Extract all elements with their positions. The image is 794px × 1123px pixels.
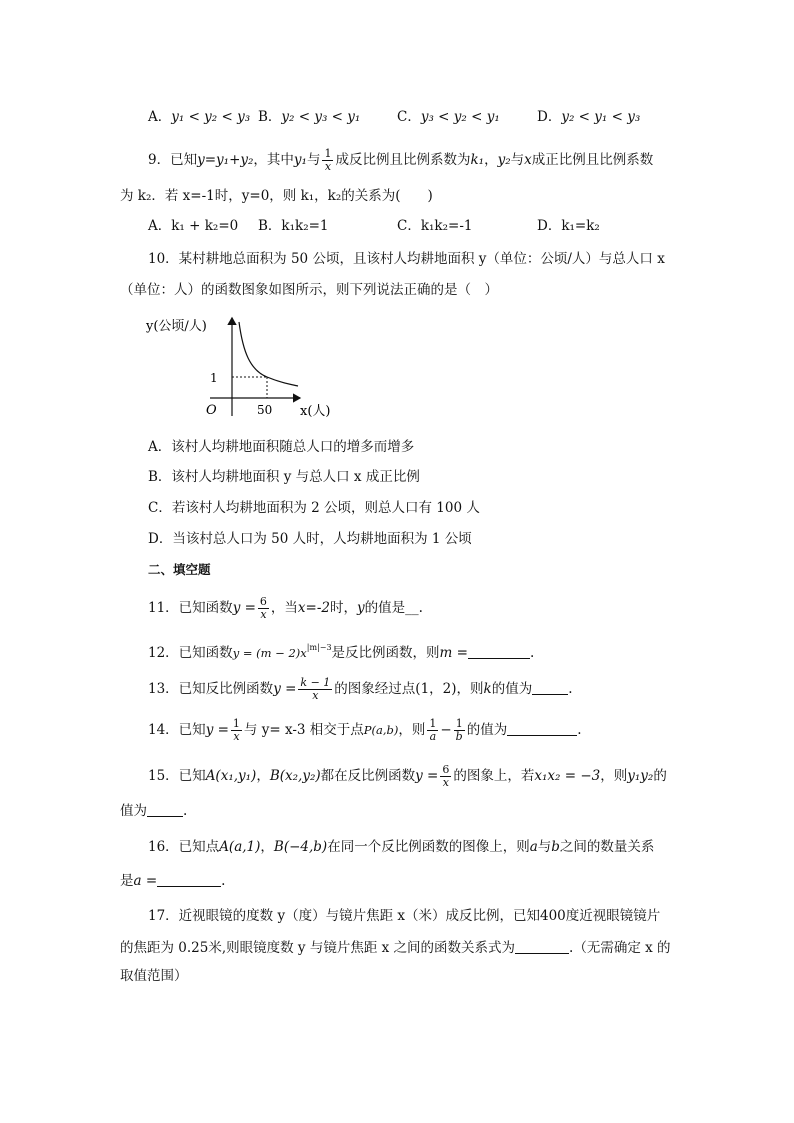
q17-line3: 取值范围） — [120, 968, 188, 984]
q9-text: ，其中 — [253, 152, 294, 168]
q15-text: 15．已知 — [148, 768, 206, 784]
q14-fraction-b — [454, 718, 465, 743]
q9-var: y₁ — [293, 152, 307, 168]
frac-num: 1 — [454, 718, 465, 731]
q14-text: . — [577, 722, 582, 738]
q10-option-d[interactable]: D．当该村总人口为 50 人时，人均耕地面积为 1 公顷 — [148, 531, 472, 547]
q8-option-a[interactable] — [148, 107, 250, 127]
q13-line — [148, 677, 573, 702]
q9-option-a[interactable]: A．k₁ + k₂=0 — [148, 218, 239, 234]
q13-k: k — [483, 681, 492, 697]
q8-option-d[interactable] — [537, 107, 640, 127]
hyperbola-curve — [239, 322, 298, 386]
y-axis-label: y(公顷/人) — [146, 319, 207, 334]
q17-answer-blank[interactable] — [515, 939, 569, 954]
frac-den: x — [312, 689, 319, 702]
q14-y: y = — [205, 722, 229, 738]
q12-text: 12．已知函数 — [148, 645, 233, 661]
q11-text: 时， — [330, 600, 357, 616]
q15-text: 的 — [653, 768, 667, 784]
frac-num: k − 1 — [300, 676, 331, 689]
q11-text: ，当 — [270, 600, 298, 616]
q8-option-b-letter: B． — [258, 109, 282, 125]
q16-text: 16．已知点 — [148, 839, 220, 855]
q11-line — [148, 596, 423, 621]
q15-product: y₁y₂ — [627, 768, 654, 784]
q14-answer-blank[interactable] — [507, 721, 577, 736]
q9-option-d[interactable]: D．k₁=k₂ — [537, 218, 600, 234]
q16-text: ， — [260, 839, 274, 855]
q14-text: 的值为 — [466, 722, 508, 738]
q11-condition: x=-2 — [297, 600, 330, 616]
q16-text: 是 — [120, 873, 134, 889]
q11-text: 11．已知函数 — [148, 600, 233, 616]
frac-num: 6 — [259, 595, 267, 608]
q8-option-c-expr: y₃ < y₂ < y₁ — [420, 109, 500, 125]
q8-option-a-letter: A． — [148, 109, 172, 125]
q16-point-a: A(a,1) — [219, 839, 261, 855]
q10-option-b[interactable]: B．该村人均耕地面积 y 与总人口 x 成正比例 — [148, 469, 420, 485]
q8-option-b-expr: y₂ < y₃ < y₁ — [281, 109, 361, 125]
q8-option-d-letter: D． — [537, 109, 562, 125]
q16-text: 在同一个反比例函数的图像上，则 — [327, 839, 530, 855]
q9-text: 成反比例且比例系数为 — [335, 152, 471, 168]
q12-text: . — [529, 645, 535, 661]
q9-line1 — [148, 148, 653, 173]
q9-var: x — [524, 152, 532, 168]
frac-den: a — [429, 730, 437, 743]
q8-option-a-expr: y₁ < y₂ < y₃ — [171, 109, 251, 125]
q14-minus: − — [440, 722, 452, 738]
q15-text: 都在反比例函数 — [320, 768, 416, 784]
q13-text: . — [568, 681, 573, 697]
q10-line1: 10．某村耕地总面积为 50 公顷，且该村人均耕地面积 y（单位：公顷/人）与总人口 x — [148, 251, 665, 267]
q12-exponent: |m|−3 — [306, 643, 332, 652]
q9-var: k₁ — [470, 152, 485, 168]
q13-text: 的值为 — [491, 681, 533, 697]
q9-var: y₂ — [497, 152, 511, 168]
q15-text: ， — [256, 768, 270, 784]
frac-num: 1 — [324, 147, 332, 160]
q9-text: ， — [484, 152, 498, 168]
q8-option-c-letter: C． — [397, 109, 421, 125]
q13-answer-blank[interactable] — [532, 680, 568, 695]
q15-y: y = — [415, 768, 439, 784]
q9-text: 成正比例且比例系数 — [531, 152, 654, 168]
q9-text: 与 — [306, 152, 321, 168]
q15-fraction — [440, 764, 451, 789]
q14-line — [148, 718, 582, 743]
q16-line2 — [120, 871, 225, 891]
q12-expression: y = (m − 2)x — [232, 646, 307, 660]
q16-text: 与 — [537, 839, 552, 855]
q9-text: 与 — [510, 152, 525, 168]
q14-text: 14．已知 — [148, 722, 206, 738]
y-tick-label: 1 — [210, 371, 218, 385]
frac-den: b — [455, 730, 463, 743]
q14-point: P(a,b) — [363, 723, 399, 737]
q9-equation: y=y₁+y₂ — [197, 152, 254, 168]
frac-num: 1 — [429, 717, 437, 730]
frac-num: 1 — [232, 717, 240, 730]
x-axis-label: x(人) — [300, 404, 331, 419]
q13-fraction — [298, 677, 332, 702]
q10-option-c[interactable]: C．若该村人均耕地面积为 2 公顷，则总人口有 100 人 — [148, 500, 480, 516]
q13-text: 的图象经过点(1，2)，则 — [334, 681, 484, 697]
q15-point-b: B(x₂,y₂) — [269, 768, 321, 784]
q9-option-c[interactable]: C．k₁k₂=-1 — [397, 218, 473, 234]
frac-den: x — [442, 776, 449, 789]
q16-answer-blank[interactable] — [157, 872, 221, 887]
q15-text: ，则 — [600, 768, 628, 784]
q15-line1 — [148, 764, 667, 789]
q10-line2: （单位：人）的函数图象如图所示，则下列说法正确的是（ ） — [120, 282, 498, 298]
q16-equation: a = — [133, 873, 158, 889]
q17-text: .（无需确定 x 的 — [569, 940, 671, 956]
frac-den: x — [260, 608, 267, 621]
frac-den: x — [233, 730, 240, 743]
q11-var: y — [357, 600, 365, 616]
q9-option-b[interactable]: B．k₁k₂=1 — [258, 218, 329, 234]
q14-text: 与 y= x-3 相交于点 — [243, 722, 364, 738]
q12-text: 是反比例函数，则 — [331, 645, 440, 661]
q17-line2 — [120, 938, 671, 958]
q13-text: 13．已知反比例函数 — [148, 681, 274, 697]
q15-point-a: A(x₁,y₁) — [205, 768, 257, 784]
q16-line1 — [148, 837, 654, 857]
q15-text: 的图象上，若 — [453, 768, 535, 784]
q15-text: 值为 — [120, 803, 147, 819]
q8-option-d-expr: y₂ < y₁ < y₃ — [561, 109, 641, 125]
q8-option-c[interactable] — [397, 107, 500, 127]
q16-var-b: b — [551, 839, 560, 855]
q10-function-graph — [140, 312, 345, 422]
q12-m: m = — [439, 645, 468, 661]
q9-text: 9．已知 — [148, 152, 198, 168]
q15-answer-blank[interactable] — [147, 802, 183, 817]
q16-var-a: a — [529, 839, 538, 855]
frac-num: 6 — [442, 763, 450, 776]
q15-text: . — [183, 803, 188, 819]
frac-den: x — [324, 160, 332, 173]
q16-text: 之间的数量关系 — [559, 839, 655, 855]
q11-y: y = — [232, 600, 256, 616]
q15-condition: x₁x₂ = −3 — [534, 768, 601, 784]
q14-text: ，则 — [398, 722, 426, 738]
q17-line1: 17．近视眼镜的度数 y（度）与镜片焦距 x（米）成反比例，已知400度近视眼镜镜片 — [148, 908, 661, 924]
q11-text: 的值是__. — [364, 600, 423, 616]
q10-option-a[interactable]: A．该村人均耕地面积随总人口的增多而增多 — [148, 439, 415, 455]
x-tick-label: 50 — [257, 403, 273, 417]
q16-text: . — [221, 873, 226, 889]
q9-line2: 为 k₂．若 x=-1时，y=0，则 k₁，k₂的关系为( ) — [120, 188, 433, 204]
q12-line — [148, 638, 534, 663]
q14-fraction-a — [427, 718, 438, 743]
q14-fraction — [231, 718, 242, 743]
q8-option-b[interactable] — [258, 107, 360, 127]
q11-fraction — [258, 596, 269, 621]
q16-point-b: B(−4,b) — [273, 839, 328, 855]
section-heading: 二、填空题 — [148, 562, 211, 577]
q15-line2 — [120, 801, 187, 821]
q9-fraction — [322, 148, 333, 173]
q12-answer-blank[interactable] — [468, 644, 530, 659]
q13-y: y = — [273, 681, 297, 697]
q17-text: 的焦距为 0.25米,则眼镜度数 y 与镜片焦距 x 之间的函数关系式为 — [120, 940, 516, 956]
origin-label: O — [206, 403, 217, 418]
